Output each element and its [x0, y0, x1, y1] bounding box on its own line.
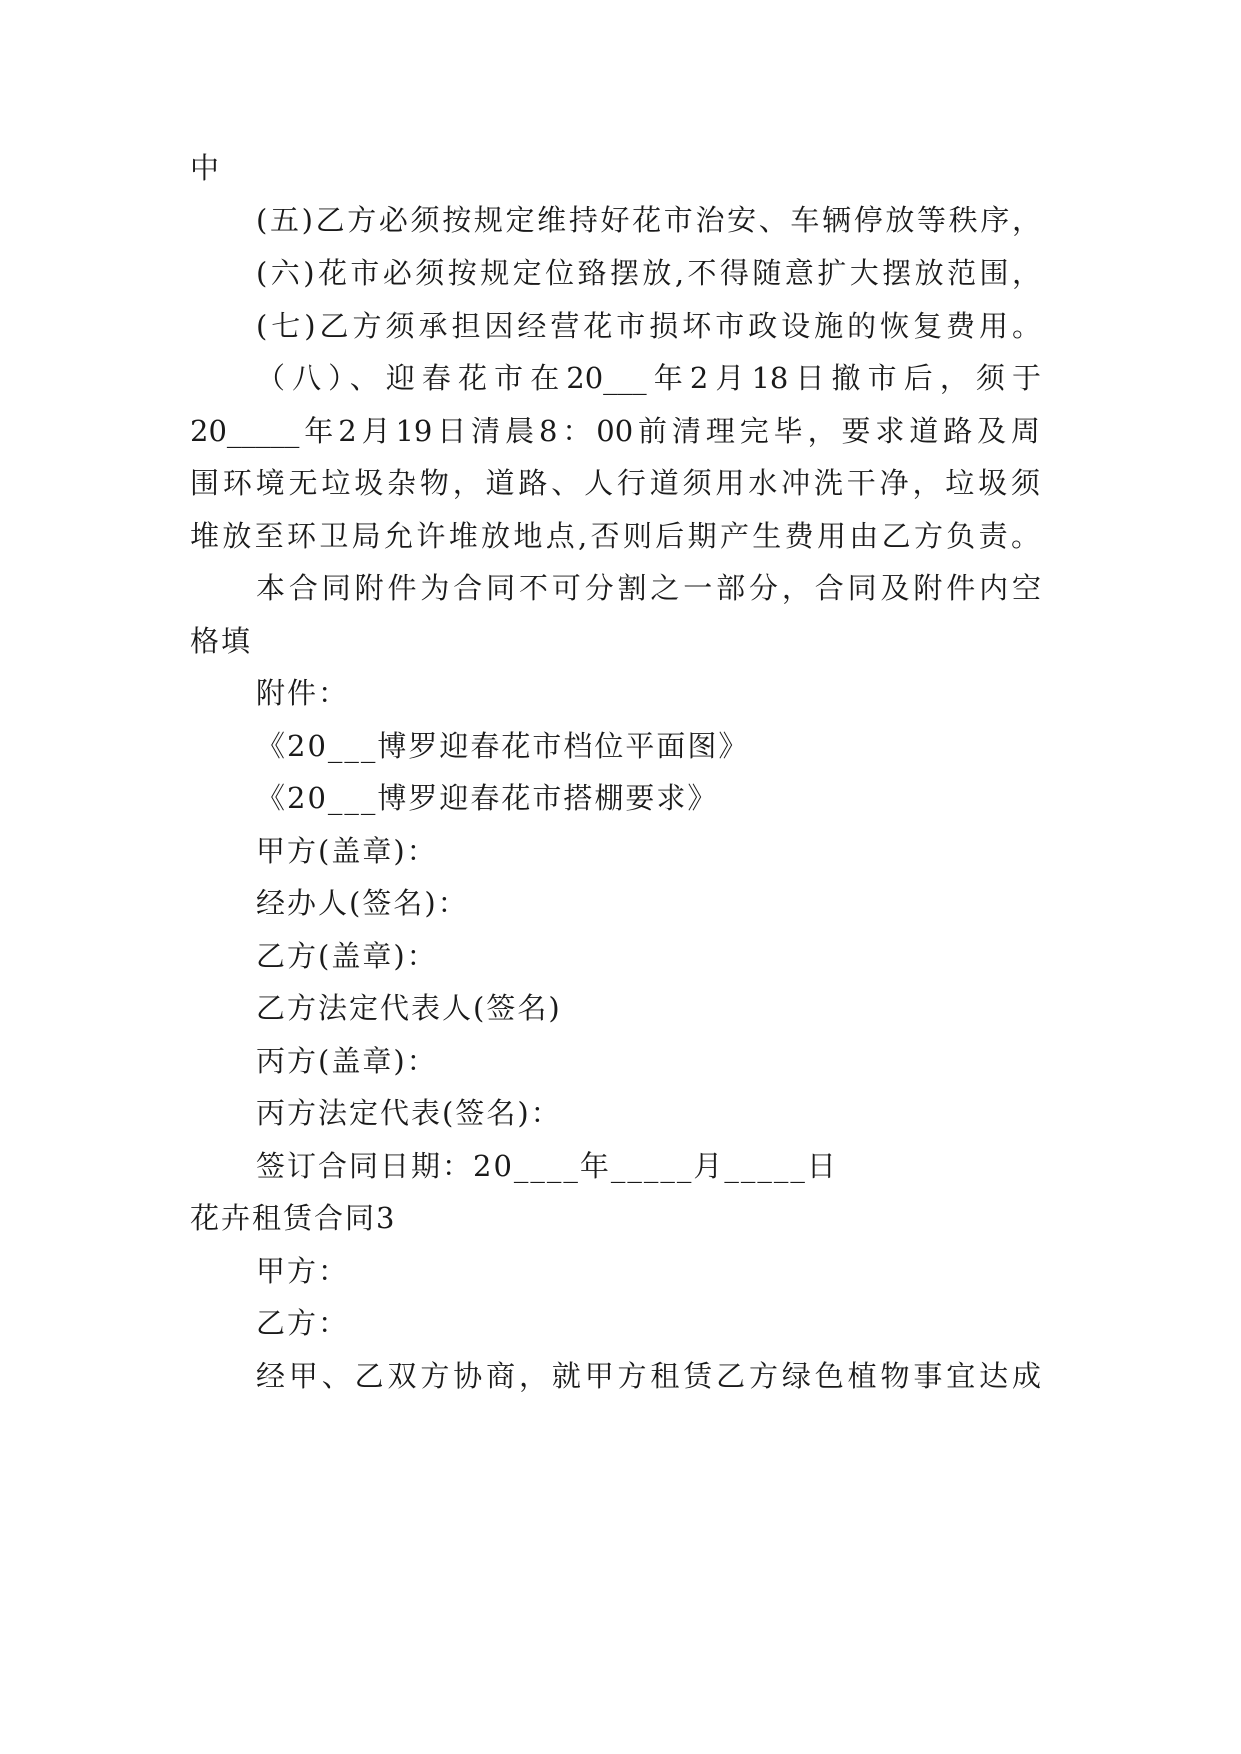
- text-line: 堆放至环卫局允许堆放地点,否则后期产生费用由乙方负责。: [190, 519, 1040, 553]
- text-line: (五)乙方必须按规定维持好花市治安、车辆停放等秩序，: [256, 203, 1041, 237]
- text-line: 经甲、乙双方协商，就甲方租赁乙方绿色植物事宜达成: [256, 1359, 1041, 1393]
- text-line: 中: [190, 151, 222, 185]
- text-line: 20_____年2月19日清晨8：00前清理完毕，要求道路及周: [190, 414, 1040, 448]
- text-line: 丙方法定代表(签名)：: [256, 1096, 562, 1130]
- text-line: 附件：: [256, 676, 350, 710]
- text-line: 乙方：: [256, 1306, 350, 1340]
- text-line: 格填: [190, 624, 253, 658]
- text-line: 乙方法定代表人(签名): [256, 991, 562, 1025]
- text-line: 围环境无垃圾杂物，道路、人行道须用水冲洗干净，垃圾须: [190, 466, 1040, 500]
- text-line: 本合同附件为合同不可分割之一部分，合同及附件内空: [256, 571, 1041, 605]
- text-line: 丙方(盖章)：: [256, 1044, 438, 1078]
- text-line: (六)花市必须按规定位臵摆放,不得随意扩大摆放范围，: [256, 256, 1041, 290]
- text-line: 甲方：: [256, 1254, 350, 1288]
- text-line: 《20___博罗迎春花市档位平面图》: [256, 729, 750, 763]
- text-line: （八）、迎春花市在20___年2月18日撤市后，须于: [256, 361, 1041, 395]
- text-line: 甲方(盖章)：: [256, 834, 438, 868]
- text-line: 乙方(盖章)：: [256, 939, 438, 973]
- text-line: 签订合同日期：20____年_____月_____日: [256, 1149, 838, 1183]
- text-line: 花卉租赁合同3: [190, 1201, 397, 1235]
- text-line: 《20___博罗迎春花市搭棚要求》: [256, 781, 719, 815]
- text-line: 经办人(签名)：: [256, 886, 469, 920]
- text-line: (七)乙方须承担因经营花市损坏市政设施的恢复费用。: [256, 309, 1041, 343]
